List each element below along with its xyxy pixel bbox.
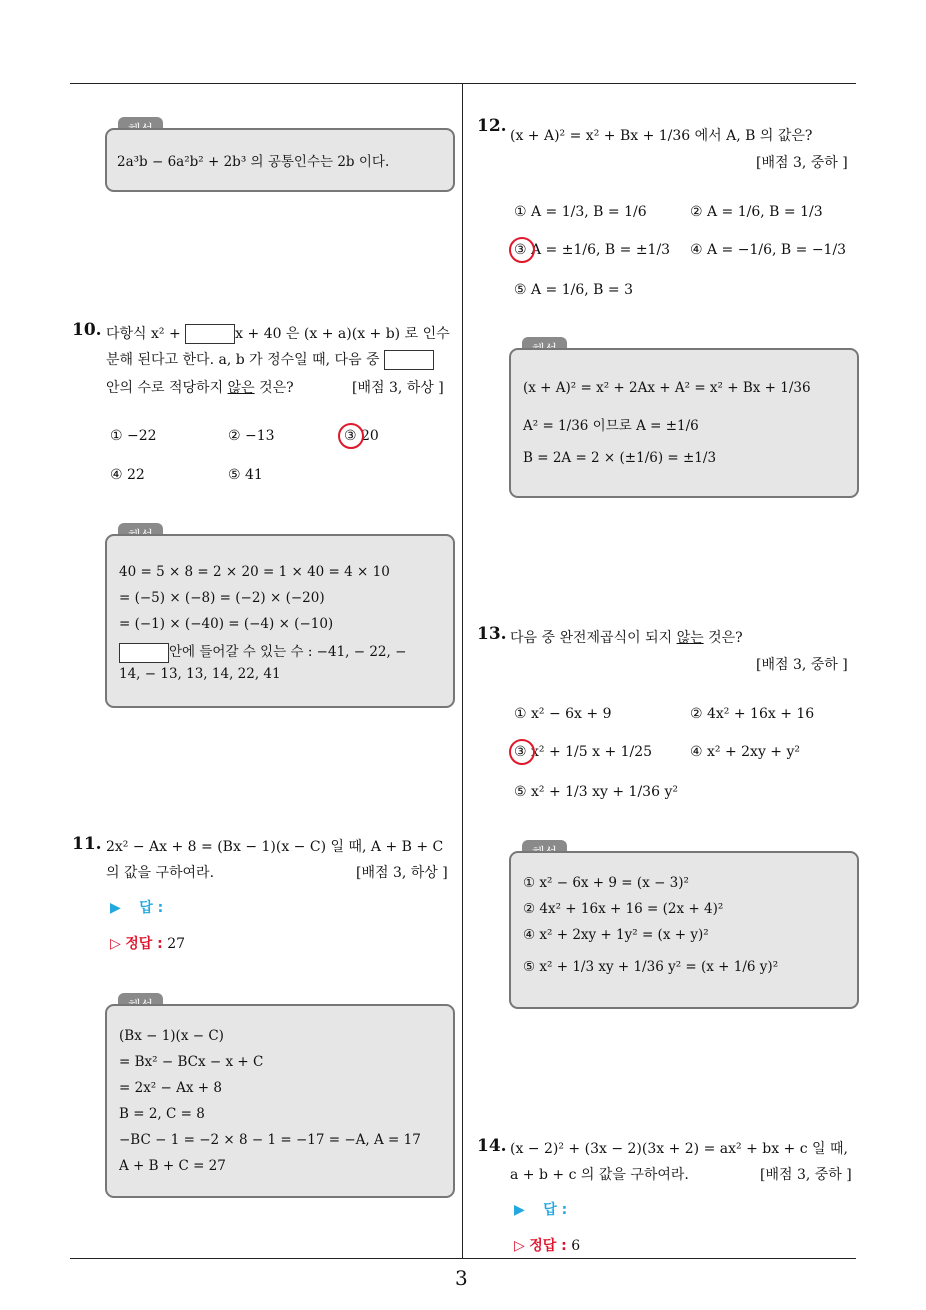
q10-blank-box bbox=[185, 324, 235, 344]
q10-number: 10. bbox=[72, 320, 102, 340]
q10-line3-end: 것은? bbox=[259, 380, 294, 396]
q14-number: 14. bbox=[477, 1136, 507, 1156]
q10-solution-line: 14, − 13, 13, 14, 22, 41 bbox=[119, 666, 281, 682]
q10-choice-3[interactable]: ③ 20 bbox=[344, 428, 379, 444]
q10-solution-line bbox=[119, 640, 406, 663]
q10-choice-4[interactable]: ④ 22 bbox=[110, 467, 145, 483]
q13-solution-line: ④ x² + 2xy + 1y² = (x + y)² bbox=[523, 927, 709, 943]
q12-solution-line: (x + A)² = x² + 2Ax + A² = x² + Bx + 1/36 bbox=[523, 380, 811, 396]
q11-number: 11. bbox=[72, 834, 102, 854]
q12-selected-circle bbox=[509, 237, 535, 263]
q10-question-line2 bbox=[106, 349, 434, 370]
bottom-rule bbox=[70, 1258, 856, 1259]
q10-underlined-word: 않은 bbox=[227, 380, 255, 396]
q9-solution-line: 2a³b − 6a²b² + 2b³ 의 공통인수는 2b 이다. bbox=[117, 154, 390, 170]
q13-choice-1[interactable]: ① x² − 6x + 9 bbox=[514, 706, 612, 722]
q10-solution-line: 40 = 5 × 8 = 2 × 20 = 1 × 40 = 4 × 10 bbox=[119, 564, 390, 580]
q10-selected-circle bbox=[338, 423, 364, 449]
outline-arrow-icon: ▷ bbox=[110, 936, 121, 952]
q12-solution-line: A² = 1/36 이므로 A = ±1/6 bbox=[523, 418, 699, 434]
q10-choice-1[interactable]: ① −22 bbox=[110, 428, 157, 444]
q11-answer-label: 답 : bbox=[139, 900, 164, 916]
q11-score-meta: [배점 3, 하상 ] bbox=[356, 865, 448, 881]
q11-solution-line: A + B + C = 27 bbox=[119, 1158, 226, 1174]
q13-choice-4[interactable]: ④ x² + 2xy + y² bbox=[690, 744, 801, 760]
q11-question-line1: 2x² − Ax + 8 = (Bx − 1)(x − C) 일 때, A + B + C bbox=[106, 839, 444, 855]
q13-line1-end: 것은? bbox=[708, 630, 743, 646]
q12-choice-5[interactable]: ⑤ A = 1/6, B = 3 bbox=[514, 282, 633, 298]
q11-solution-line: = 2x² − Ax + 8 bbox=[119, 1080, 222, 1096]
q13-solution-box bbox=[509, 851, 859, 1009]
q11-solution-box bbox=[105, 1004, 455, 1198]
top-rule bbox=[70, 83, 856, 84]
q10-solution-line: = (−1) × (−40) = (−4) × (−10) bbox=[119, 616, 334, 632]
q11-question-line2: 의 값을 구하여라. bbox=[106, 865, 215, 881]
q11-correct-value: 27 bbox=[167, 936, 186, 952]
q14-score-meta: [배점 3, 중하 ] bbox=[760, 1167, 852, 1183]
q12-solution-box bbox=[509, 348, 859, 498]
q10-solution-blank-box bbox=[119, 643, 169, 663]
play-arrow-icon: ▶ bbox=[110, 900, 121, 916]
q14-answer-row[interactable] bbox=[514, 1199, 567, 1219]
page-number: 3 bbox=[455, 1266, 468, 1290]
q10-line3-start: 안의 수로 적당하지 bbox=[106, 380, 224, 396]
q14-correct-value: 6 bbox=[571, 1238, 581, 1254]
q10-score-meta: [배점 3, 하상 ] bbox=[352, 380, 444, 396]
q10-choice-5[interactable]: ⑤ 41 bbox=[228, 467, 263, 483]
play-arrow-icon: ▶ bbox=[514, 1202, 525, 1218]
q12-choice-1[interactable]: ① A = 1/3, B = 1/6 bbox=[514, 204, 647, 220]
q12-score-meta: [배점 3, 중하 ] bbox=[756, 155, 848, 171]
q14-correct-row bbox=[514, 1235, 580, 1255]
q11-solution-line: (Bx − 1)(x − C) bbox=[119, 1028, 224, 1044]
q12-solution-line: B = 2A = 2 × (±1/6) = ±1/3 bbox=[523, 450, 717, 466]
q10-line1-end: x + 40 은 (x + a)(x + b) 로 인수 bbox=[235, 326, 450, 342]
q12-choice-4[interactable]: ④ A = −1/6, B = −1/3 bbox=[690, 242, 847, 258]
q10-choice-2[interactable]: ② −13 bbox=[228, 428, 275, 444]
q13-choice-5[interactable]: ⑤ x² + 1/3 xy + 1/36 y² bbox=[514, 784, 678, 800]
q13-line1-start: 다음 중 완전제곱식이 되지 bbox=[510, 630, 673, 646]
q10-blank-box-2 bbox=[384, 350, 434, 370]
q13-choice-3[interactable]: ③ x² + 1/5 x + 1/25 bbox=[514, 744, 653, 760]
q9-solution-box bbox=[105, 128, 455, 192]
q10-question-line1 bbox=[106, 323, 450, 344]
q14-answer-label: 답 : bbox=[543, 1202, 568, 1218]
q13-score-meta: [배점 3, 중하 ] bbox=[756, 657, 848, 673]
q11-answer-row[interactable] bbox=[110, 897, 163, 917]
q11-correct-label: 정답 : bbox=[125, 936, 163, 952]
outline-arrow-icon: ▷ bbox=[514, 1238, 525, 1254]
q12-number: 12. bbox=[477, 116, 507, 136]
q12-question-line1: (x + A)² = x² + Bx + 1/36 에서 A, B 의 값은? bbox=[510, 128, 813, 144]
q13-solution-line: ① x² − 6x + 9 = (x − 3)² bbox=[523, 875, 689, 891]
column-divider bbox=[462, 84, 463, 1259]
q10-solution-text: 안에 들어갈 수 있는 수 : −41, − 22, − bbox=[169, 644, 407, 660]
q11-solution-line: = Bx² − BCx − x + C bbox=[119, 1054, 264, 1070]
q14-question-line2: a + b + c 의 값을 구하여라. bbox=[510, 1167, 689, 1183]
q10-question-line3 bbox=[106, 377, 294, 397]
q14-question-line1: (x − 2)² + (3x − 2)(3x + 2) = ax² + bx + c 일 때, bbox=[510, 1141, 848, 1157]
q10-solution-line: = (−5) × (−8) = (−2) × (−20) bbox=[119, 590, 325, 606]
q10-line2-text: 분해 된다고 한다. a, b 가 정수일 때, 다음 중 bbox=[106, 352, 380, 368]
q13-underlined-word: 않는 bbox=[676, 630, 704, 646]
q13-solution-line: ② 4x² + 16x + 16 = (2x + 4)² bbox=[523, 901, 724, 917]
q10-line1-start: 다항식 x² + bbox=[106, 326, 181, 342]
q13-solution-line: ⑤ x² + 1/3 xy + 1/36 y² = (x + 1/6 y)² bbox=[523, 959, 779, 975]
q13-number: 13. bbox=[477, 624, 507, 644]
q12-choice-2[interactable]: ② A = 1/6, B = 1/3 bbox=[690, 204, 823, 220]
q11-solution-line: −BC − 1 = −2 × 8 − 1 = −17 = −A, A = 17 bbox=[119, 1132, 421, 1148]
q11-solution-line: B = 2, C = 8 bbox=[119, 1106, 205, 1122]
q11-correct-row bbox=[110, 933, 185, 953]
q14-correct-label: 정답 : bbox=[529, 1238, 567, 1254]
q10-solution-box bbox=[105, 534, 455, 708]
q13-choice-2[interactable]: ② 4x² + 16x + 16 bbox=[690, 706, 815, 722]
q12-choice-3[interactable]: ③ A = ±1/6, B = ±1/3 bbox=[514, 242, 671, 258]
q13-question-line1 bbox=[510, 627, 743, 647]
q13-selected-circle bbox=[509, 739, 535, 765]
